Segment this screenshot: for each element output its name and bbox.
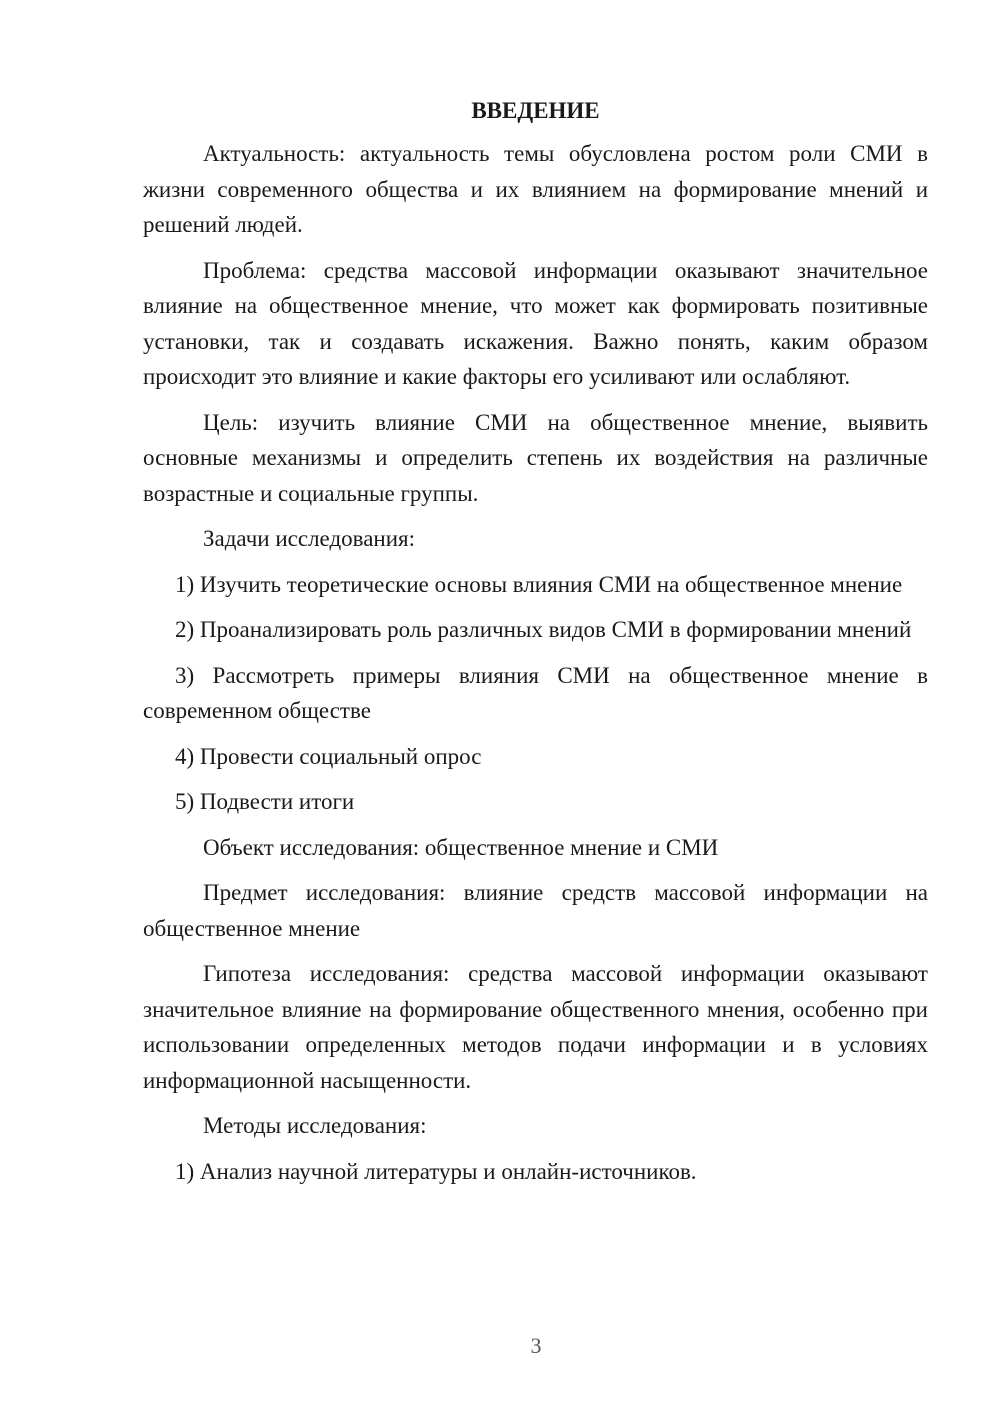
object-paragraph: Объект исследования: общественное мнение и СМИ (203, 834, 719, 860)
problem-paragraph: Проблема: средства массовой информации оказывают значительное влияние на общественное мнение, что может как формировать позитивные установки, так и создавать искажения. Важно понять, каким образом происходит это влияние и какие факторы его усиливают или ослабляют. (143, 257, 928, 389)
task-item: 1) Изучить теоретические основы влияния СМИ на общественное мнение (175, 571, 903, 597)
task-item: 5) Подвести итоги (175, 789, 355, 814)
task-item: 2) Проанализировать роль различных видов СМИ в формировании мнений (175, 617, 912, 642)
method-item: 1) Анализ научной литературы и онлайн-источников. (175, 1158, 697, 1184)
subject-paragraph: Предмет исследования: влияние средств массовой информации на общественное мнение (143, 880, 928, 941)
document-body (143, 96, 928, 1199)
task-item: 4) Провести социальный опрос (175, 743, 482, 769)
page-title: ВВЕДЕНИЕ (471, 98, 600, 123)
methods-label: Методы исследования: (203, 1113, 427, 1138)
goal-paragraph: Цель: изучить влияние СМИ на общественное мнение, выявить основные механизмы и определить степень их воздействия на различные возрастные и социальные группы. (143, 409, 928, 506)
relevance-paragraph: Актуальность: актуальность темы обусловлена ростом роли СМИ в жизни современного общества и их влиянием на формирование мнений и решений людей. (143, 141, 928, 237)
page-number: 3 (530, 1333, 542, 1358)
task-item: 3) Рассмотреть примеры влияния СМИ на общественное мнение в современном обществе (143, 662, 928, 723)
hypothesis-paragraph: Гипотеза исследования: средства массовой информации оказывают значительное влияние на формирование общественного мнения, особенно при использовании определенных методов подачи информации и в условиях информационной насыщенности. (143, 961, 928, 1093)
tasks-label: Задачи исследования: (203, 526, 416, 551)
